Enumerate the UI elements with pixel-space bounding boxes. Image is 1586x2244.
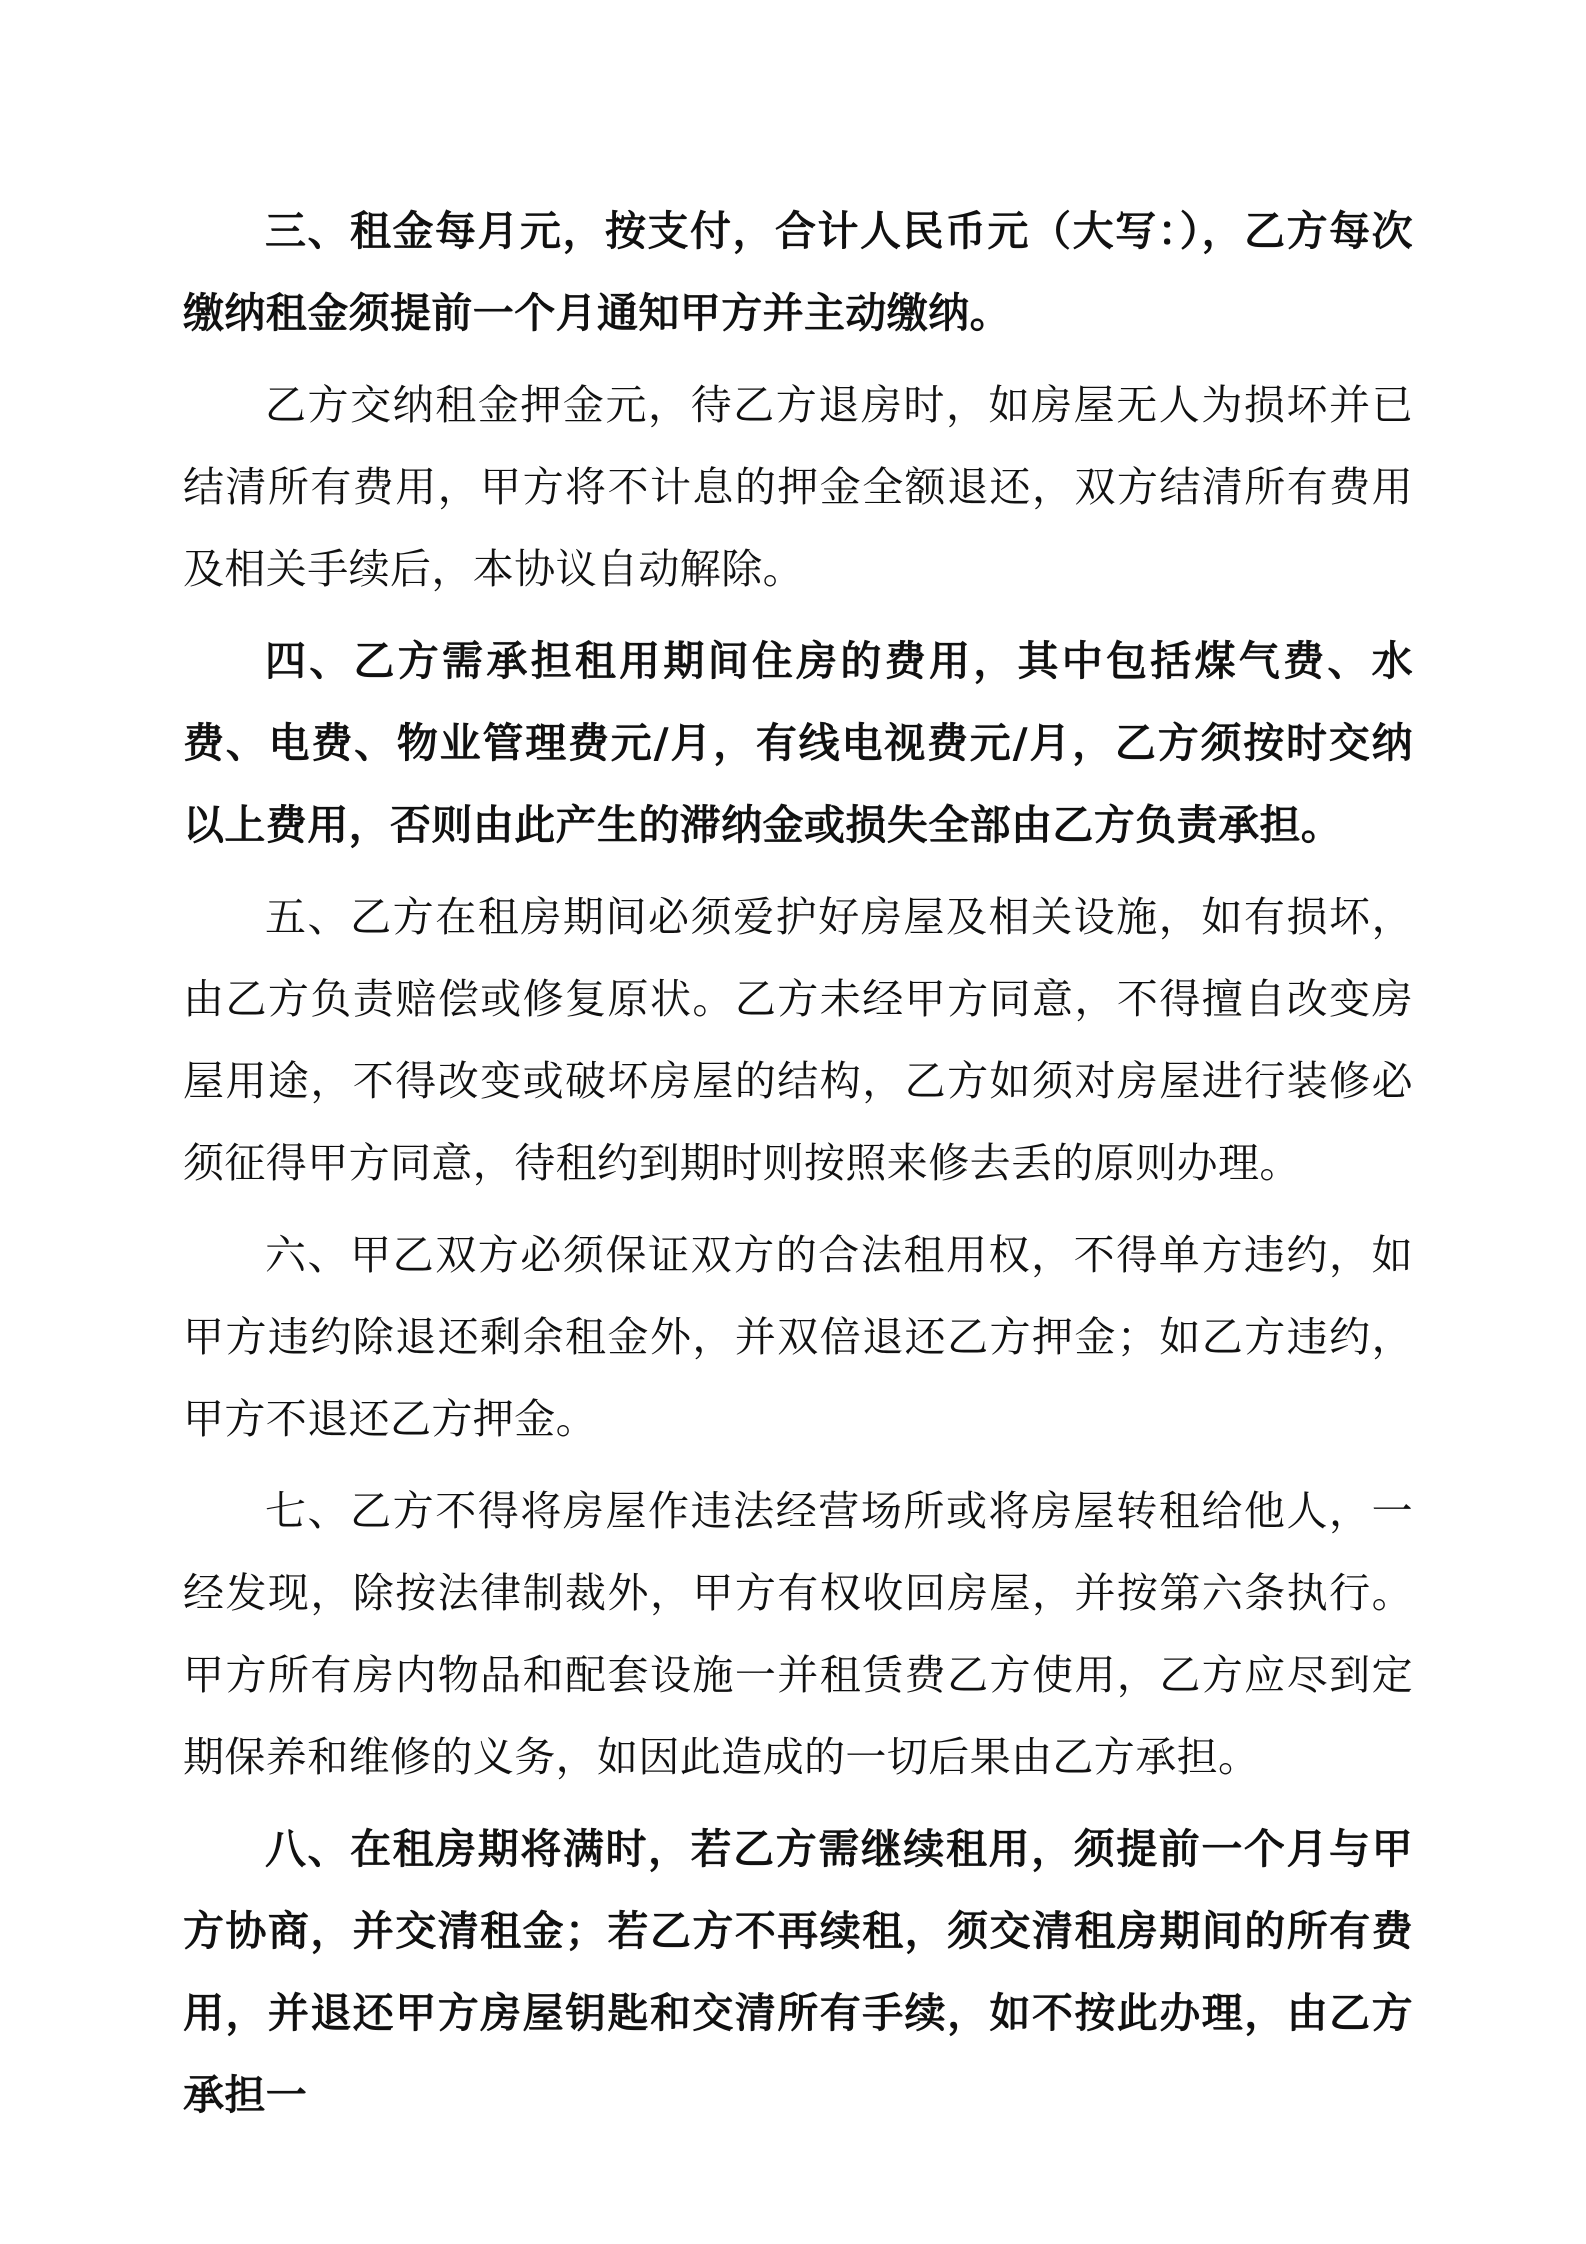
clause-5-maintenance: 五、乙方在租房期间必须爱护好房屋及相关设施，如有损坏，由乙方负责赔偿或修复原状。乙方未经甲方同意，不得擅自改变房屋用途，不得改变或破坏房屋的结构，乙方如须对房屋进行装修必须征得甲方同意，待租约到期时则按照来修去丢的原则办理。 bbox=[183, 893, 1413, 1187]
clause-8-renewal: 八、在租房期将满时，若乙方需继续租用，须提前一个月与甲方协商，并交清租金；若乙方不再续租，须交清租房期间的所有费用，并退还甲方房屋钥匙和交清所有手续，如不按此办理，由乙方承担一 bbox=[183, 1825, 1413, 2119]
clause-3-rent: 三、租金每月元，按支付，合计人民币元（大写：），乙方每次缴纳租金须提前一个月通知甲方并主动缴纳。 bbox=[183, 207, 1413, 337]
document-body bbox=[183, 190, 1413, 2146]
clause-4-expenses: 四、乙方需承担租用期间住房的费用，其中包括煤气费、水费、电费、物业管理费元/月，有线电视费元/月，乙方须按时交纳以上费用，否则由此产生的滞纳金或损失全部由乙方负责承担。 bbox=[183, 637, 1413, 849]
clause-6-breach: 六、甲乙双方必须保证双方的合法租用权，不得单方违约，如甲方违约除退还剩余租金外，并双倍退还乙方押金；如乙方违约，甲方不退还乙方押金。 bbox=[183, 1231, 1413, 1443]
clause-3-deposit: 乙方交纳租金押金元，待乙方退房时，如房屋无人为损坏并已结清所有费用，甲方将不计息的押金全额退还，双方结清所有费用及相关手续后，本协议自动解除。 bbox=[183, 381, 1413, 593]
clause-7-sublease: 七、乙方不得将房屋作违法经营场所或将房屋转租给他人，一经发现，除按法律制裁外，甲方有权收回房屋，并按第六条执行。甲方所有房内物品和配套设施一并租赁费乙方使用，乙方应尽到定期保养和维修的义务，如因此造成的一切后果由乙方承担。 bbox=[183, 1487, 1413, 1781]
